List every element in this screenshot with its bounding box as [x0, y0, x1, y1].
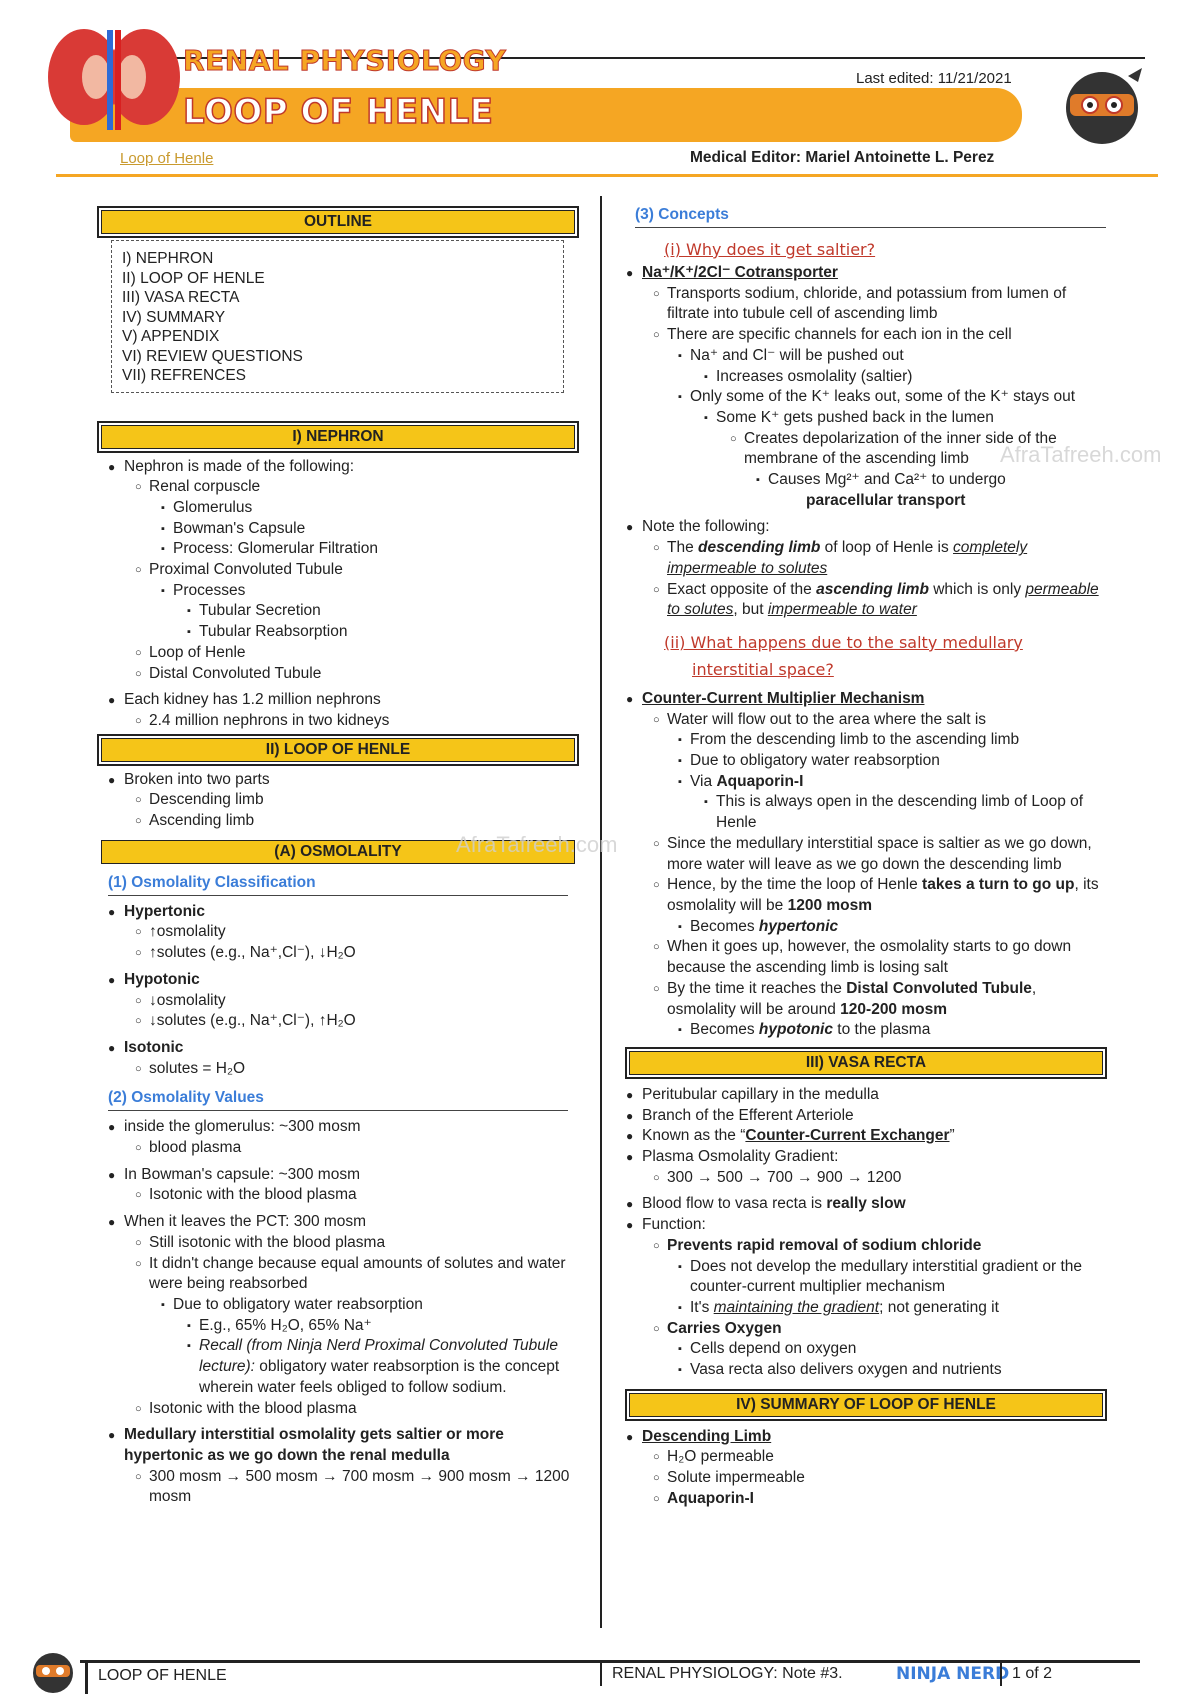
list-item: ▪ Does not develop the medullary interstitial gradient or the counter-current multiplier mechanism — [678, 1257, 1106, 1298]
nephron-heading: I) NEPHRON — [101, 425, 575, 449]
outline-item[interactable]: VII) REFRENCES — [122, 367, 247, 384]
list-item: ▪ Due to obligatory water reabsorption — [678, 751, 1106, 772]
loop-heading: II) LOOP OF HENLE — [101, 738, 575, 762]
list-item: ▪ Bowman's Capsule — [161, 519, 578, 540]
list-item: ● Broken into two parts — [108, 770, 578, 791]
text-run: which is only — [928, 580, 1026, 598]
page-title: LOOP OF HENLE — [183, 92, 494, 132]
text-run: completely impermeable to solutes — [667, 539, 1028, 577]
text-run: Known as the “ — [642, 1127, 746, 1145]
list-item: ● Nephron is made of the following: — [108, 457, 578, 478]
list-item: ○ Isotonic with the blood plasma — [135, 1185, 578, 1206]
text-run: By the time it reaches the — [667, 979, 847, 997]
question-heading: (ii) What happens due to the salty medullary interstitial space? — [664, 632, 1023, 679]
summary-heading: IV) SUMMARY OF LOOP OF HENLE — [629, 1393, 1103, 1417]
outline-list — [111, 240, 564, 393]
list-item: ○ Distal Convoluted Tubule — [135, 664, 578, 685]
list-item: ● Descending Limb — [626, 1427, 1106, 1448]
list-item — [653, 979, 1106, 1020]
list-item: ○ ↓osmolality — [135, 991, 578, 1012]
list-item: ▪ Processes — [161, 581, 578, 602]
ninja-mascot-icon — [1058, 62, 1146, 150]
list-item: ● Hypotonic — [108, 970, 578, 991]
text-run: Becomes — [690, 1021, 759, 1039]
list-item: ○ Transports sodium, chloride, and potassium from lumen of filtrate into tubule cell of ascending limb — [653, 284, 1106, 325]
footer-separator — [600, 1660, 602, 1686]
list-item: ▪ Cells depend on oxygen — [678, 1339, 1106, 1360]
outline-item[interactable]: I) NEPHRON — [122, 250, 214, 267]
list-item: ● Counter-Current Multiplier Mechanism — [626, 689, 1106, 710]
list-item: ○ Proximal Convoluted Tubule — [135, 560, 578, 581]
text-run: , osmolality will be around — [667, 979, 1037, 1018]
list-item: ○ It didn't change because equal amounts of solutes and water were being reabsorbed — [135, 1254, 578, 1295]
list-item: ○ 2.4 million nephrons in two kidneys — [135, 711, 578, 732]
text-run: It's — [690, 1298, 714, 1316]
list-item: ○ Solute impermeable — [653, 1468, 1106, 1489]
list-item: ● Plasma Osmolality Gradient: — [626, 1147, 1106, 1168]
list-item: ▪ Glomerulus — [161, 498, 578, 519]
outline-item[interactable]: VI) REVIEW QUESTIONS — [122, 347, 303, 365]
osmolality-heading: (A) OSMOLALITY — [101, 840, 575, 864]
list-item: ● In Bowman's capsule: ~300 mosm — [108, 1165, 578, 1186]
list-item: ○ ↓solutes (e.g., Na⁺,Cl⁻), ↑H₂O — [135, 1011, 578, 1032]
list-item: ▪ From the descending limb to the ascending limb — [678, 730, 1106, 751]
text-run: Blood flow to vasa recta is — [642, 1195, 827, 1213]
list-item: ● Medullary interstitial osmolality gets saltier or more hypertonic as we go down the renal medulla — [108, 1425, 578, 1466]
list-item: ● Na⁺/K⁺/2Cl⁻ Cotransporter — [626, 263, 1106, 284]
list-item — [653, 538, 1106, 579]
text-run: permeable to solutes — [667, 580, 1099, 619]
list-item: ▪ Only some of the K⁺ leaks out, some of the K⁺ stays out — [678, 387, 1106, 408]
footer-separator — [85, 1660, 88, 1694]
list-item: ○ Prevents rapid removal of sodium chloride — [653, 1236, 1106, 1257]
list-item — [187, 1336, 578, 1398]
list-item: ○ Since the medullary interstitial space is saltier as we go down, more water will leave as we go down the descending limb — [653, 834, 1106, 875]
list-item: ○ 300 → 500 → 700 → 900 → 1200 — [653, 1168, 1106, 1189]
list-item: ▪ Causes Mg²⁺ and Ca²⁺ to undergo — [756, 470, 1106, 491]
kidney-icon — [44, 22, 184, 132]
list-item: ○ Carries Oxygen — [653, 1319, 1106, 1340]
text-run: ascending limb — [816, 580, 929, 598]
list-item — [653, 875, 1106, 916]
list-item: ▪ Tubular Secretion — [187, 601, 578, 622]
text-run: Via — [690, 772, 717, 790]
medical-editor: Medical Editor: Mariel Antoinette L. Perez — [690, 149, 995, 166]
text-run: ; not generating it — [879, 1298, 999, 1316]
list-item — [678, 1020, 1106, 1041]
watermark: AfraTafreeh.com — [1000, 442, 1162, 467]
text-run: descending limb — [698, 539, 821, 557]
list-item: ○ blood plasma — [135, 1138, 578, 1159]
list-item: ○ ↑osmolality — [135, 922, 578, 943]
list-item: ○ There are specific channels for each ion in the cell — [653, 325, 1106, 346]
list-item — [626, 1194, 1106, 1215]
ninja-nerd-logo: NINJA NERD — [896, 1664, 1010, 1684]
list-item — [626, 1126, 1106, 1147]
list-item: ○ Descending limb — [135, 790, 578, 811]
concepts-subheading: (3) Concepts — [635, 206, 1106, 228]
outline-item[interactable]: III) VASA RECTA — [122, 289, 240, 306]
text-run: The — [667, 539, 699, 557]
last-edited: Last edited: 11/21/2021 — [856, 70, 1012, 87]
list-item — [678, 772, 1106, 793]
text-run: , but — [733, 601, 768, 619]
list-item: ○ Isotonic with the blood plasma — [135, 1399, 578, 1420]
header-orange-rule — [56, 174, 1158, 177]
list-item: ● Hypertonic — [108, 902, 578, 923]
text-run: to the plasma — [832, 1021, 931, 1039]
classification-subheading: (1) Osmolality Classification — [108, 874, 568, 896]
list-item: ▪ Tubular Reabsorption — [187, 622, 578, 643]
list-item: ○ Renal corpuscle — [135, 477, 578, 498]
page-number: 1 of 2 — [1012, 1665, 1053, 1682]
list-item: ○ Water will flow out to the area where the salt is — [653, 710, 1106, 731]
text-run: ” — [949, 1127, 955, 1145]
list-item: ● Function: — [626, 1215, 1106, 1236]
text-run: Aquaporin-I — [716, 772, 804, 790]
outline-heading: OUTLINE — [101, 210, 575, 234]
footer-rule — [80, 1660, 1140, 1663]
text-run: Hence, by the time the loop of Henle — [667, 876, 923, 894]
right-column — [626, 196, 1106, 1510]
outline-item[interactable]: V) APPENDIX — [122, 328, 220, 345]
list-item: ● Peritubular capillary in the medulla — [626, 1085, 1106, 1106]
list-item: ○ 300 mosm → 500 mosm → 700 mosm → 900 mosm → 1200 mosm — [135, 1467, 578, 1508]
list-item: ○ Ascending limb — [135, 811, 578, 832]
text-run: Distal Convoluted Tubule — [846, 979, 1032, 997]
list-item: ○ Aquaporin-I — [653, 1489, 1106, 1510]
recall-note: Recall (from Ninja Nerd Proximal Convoluted Tubule lecture): — [199, 1337, 558, 1376]
text-run: takes a turn to go up — [922, 876, 1075, 894]
list-item: paracellular transport — [806, 491, 966, 509]
text-run: 120-200 mosm — [840, 1000, 948, 1018]
footer-note: RENAL PHYSIOLOGY: Note #3. — [612, 1665, 843, 1682]
list-item: ○ ↑solutes (e.g., Na⁺,Cl⁻), ↓H₂O — [135, 943, 578, 964]
list-item: ○ Creates depolarization of the inner side of the membrane of the ascending limb — [730, 429, 1106, 470]
list-item: ▪ E.g., 65% H₂O, 65% Na⁺ — [187, 1316, 578, 1337]
list-item: ● Note the following: — [626, 517, 1106, 538]
text-run: , its osmolality will be — [667, 876, 1099, 914]
text-run: impermeable to water — [767, 601, 917, 619]
list-item: ▪ Some K⁺ gets pushed back in the lumen — [704, 408, 1106, 429]
list-item — [678, 1298, 1106, 1319]
column-divider — [600, 196, 602, 1628]
watermark: AfraTafreeh.com — [456, 832, 618, 857]
text-run: maintaining the gradient — [713, 1298, 880, 1316]
text-run: really slow — [826, 1195, 906, 1213]
values-subheading: (2) Osmolality Values — [108, 1089, 568, 1111]
list-item: ▪ Vasa recta also delivers oxygen and nutrients — [678, 1360, 1106, 1381]
list-item: ● Each kidney has 1.2 million nephrons — [108, 690, 578, 711]
ninja-mascot-small-icon — [28, 1646, 78, 1696]
list-item: ● Isotonic — [108, 1038, 578, 1059]
outline-item[interactable]: IV) SUMMARY — [122, 308, 226, 326]
page-header — [0, 0, 1200, 190]
text-run: Becomes — [690, 917, 759, 935]
list-item — [678, 917, 1106, 938]
text-run: Exact opposite of the — [667, 580, 817, 598]
list-item: ○ Loop of Henle — [135, 643, 578, 664]
question-heading: (i) Why does it get saltier? — [664, 240, 876, 259]
list-item: ● inside the glomerulus: ~300 mosm — [108, 1117, 578, 1138]
list-item: ▪ Increases osmolality (saltier) — [704, 367, 1106, 388]
footer-title: LOOP OF HENLE — [98, 1667, 227, 1684]
list-item: ▪ Process: Glomerular Filtration — [161, 539, 578, 560]
subject-title: RENAL PHYSIOLOGY — [183, 44, 507, 77]
list-item: ○ solutes = H₂O — [135, 1059, 578, 1080]
outline-item[interactable]: II) LOOP OF HENLE — [122, 269, 265, 287]
recall-text: obligatory water reabsorption is the concept wherein water feels obliged to follow sodium. — [199, 1358, 560, 1396]
list-item: ○ H₂O permeable — [653, 1447, 1106, 1468]
text-run: hypotonic — [758, 1021, 833, 1039]
list-item: ▪ This is always open in the descending limb of Loop of Henle — [704, 792, 1106, 833]
list-item — [653, 580, 1106, 621]
footer-separator — [1000, 1660, 1002, 1686]
vasa-recta-heading: III) VASA RECTA — [629, 1051, 1103, 1075]
list-item: ● When it leaves the PCT: 300 mosm — [108, 1212, 578, 1233]
list-item: ○ When it goes up, however, the osmolality starts to go down because the ascending limb is losing salt — [653, 937, 1106, 978]
text-run: hypertonic — [758, 917, 839, 935]
list-item: ● Branch of the Efferent Arteriole — [626, 1106, 1106, 1127]
list-item: ○ Still isotonic with the blood plasma — [135, 1233, 578, 1254]
list-item: ▪ Due to obligatory water reabsorption — [161, 1295, 578, 1316]
list-item: ▪ Na⁺ and Cl⁻ will be pushed out — [678, 346, 1106, 367]
text-run: Counter-Current Exchanger — [745, 1127, 950, 1145]
text-run: 1200 mosm — [787, 896, 873, 914]
text-run: of loop of Henle is — [820, 539, 954, 557]
source-link[interactable]: Loop of Henle — [120, 150, 214, 167]
